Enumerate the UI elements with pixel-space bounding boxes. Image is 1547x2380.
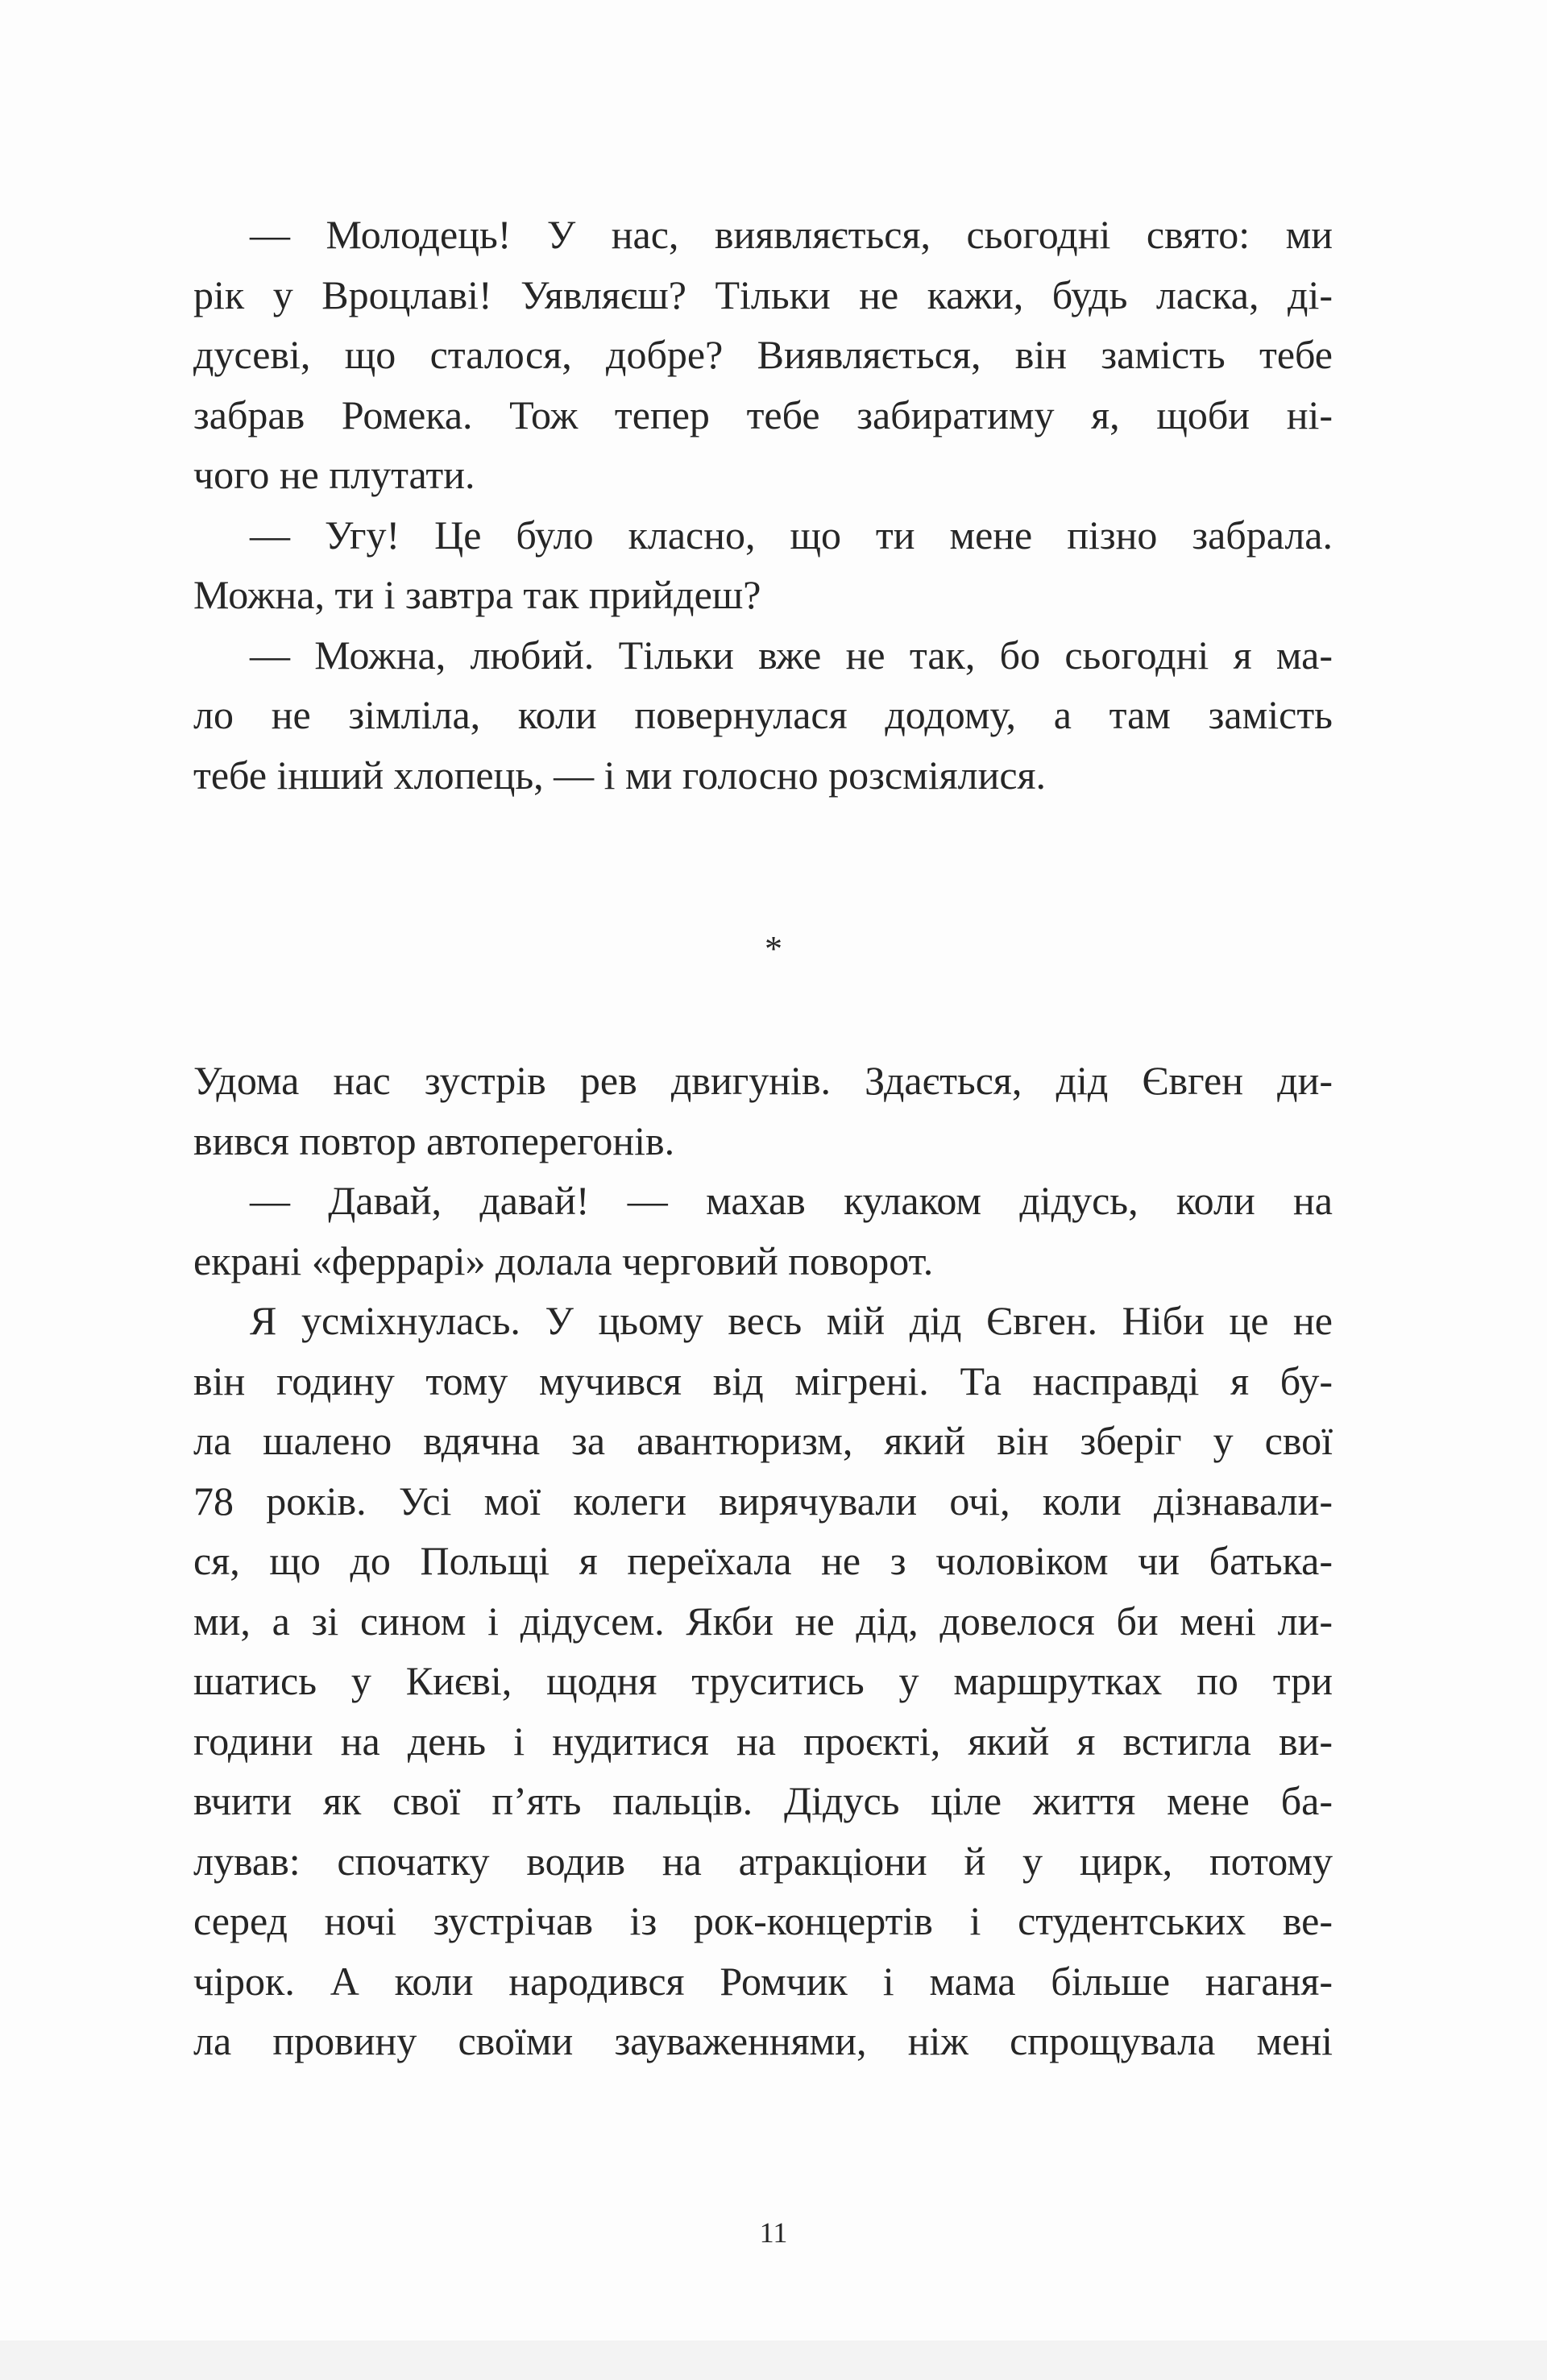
text-line: дусеві, що сталося, добре? Виявляється, він замість тебе: [193, 332, 1333, 377]
text-line: години на день і нудитися на проєкті, який я встигла ви-: [193, 1718, 1333, 1764]
text-line: рік у Вроцлаві! Уявляєш? Тільки не кажи, будь ласка, ді-: [193, 272, 1333, 317]
section-separator: *: [765, 929, 782, 968]
text-line: — Давай, давай! — махав кулаком дідусь, коли на: [250, 1178, 1333, 1223]
text-line: Я усміхнулась. У цьому весь мій дід Євген. Ніби це не: [250, 1298, 1333, 1343]
text-line: ми, а зі сином і дідусем. Якби не дід, довелося би мені ли-: [193, 1598, 1333, 1644]
text-line: забрав Ромека. Тож тепер тебе забиратиму я, щоби ні-: [193, 392, 1333, 437]
text-line: вився повтор автоперегонів.: [193, 1117, 675, 1163]
text-line: — Можна, любий. Тільки вже не так, бо сьогодні я ма-: [250, 632, 1333, 678]
text-line: — Угу! Це було класно, що ти мене пізно забрала.: [250, 512, 1333, 558]
text-line: чого не плутати.: [193, 452, 475, 497]
text-line: він годину тому мучився від мігрені. Та насправді я бу-: [193, 1358, 1333, 1404]
paragraph: [193, 1291, 1333, 2071]
text-line: шатись у Києві, щодня труситись у маршрутках по три: [193, 1658, 1333, 1703]
text-section-2: [193, 1051, 1333, 2071]
text-line: ла шалено вдячна за авантюризм, який він зберіг у свої: [193, 1418, 1333, 1463]
paragraph: [193, 205, 1333, 505]
text-line: вчити як свої п’ять пальців. Дідусь ціле життя мене ба-: [193, 1778, 1333, 1823]
text-line: лував: спочатку водив на атракціони й у цирк, потому: [193, 1838, 1333, 1884]
text-line: чірок. А коли народився Ромчик і мама більше наганя-: [193, 1958, 1333, 2004]
text-line: 78 років. Усі мої колеги вирячували очі, коли дізнавали-: [193, 1478, 1333, 1524]
text-line: серед ночі зустрічав із рок-концертів і студентських ве-: [193, 1898, 1333, 1943]
text-line: тебе інший хлопець, — і ми голосно розсміялися.: [193, 752, 1047, 798]
text-line: Удома нас зустрів рев двигунів. Здається, дід Євген ди-: [193, 1058, 1333, 1103]
text-line: Можна, ти і завтра так прийдеш?: [193, 572, 761, 617]
text-section-1: [193, 205, 1333, 805]
text-line: — Молодець! У нас, виявляється, сьогодні свято: ми: [250, 212, 1333, 257]
page-bottom-edge: [0, 2341, 1547, 2380]
text-line: ла провину своїми зауваженнями, ніж спрощувала мені: [193, 2018, 1333, 2063]
paragraph: [193, 1171, 1333, 1291]
paragraph: [193, 1051, 1333, 1171]
page-number: 11: [759, 2216, 788, 2249]
paragraph: [193, 505, 1333, 625]
text-line: ся, що до Польщі я переїхала не з чоловіком чи батька-: [193, 1538, 1333, 1583]
paragraph: [193, 625, 1333, 806]
text-line: ло не зімліла, коли повернулася додому, а там замість: [193, 692, 1333, 737]
text-line: екрані «феррарі» долала черговий поворот.: [193, 1238, 934, 1283]
